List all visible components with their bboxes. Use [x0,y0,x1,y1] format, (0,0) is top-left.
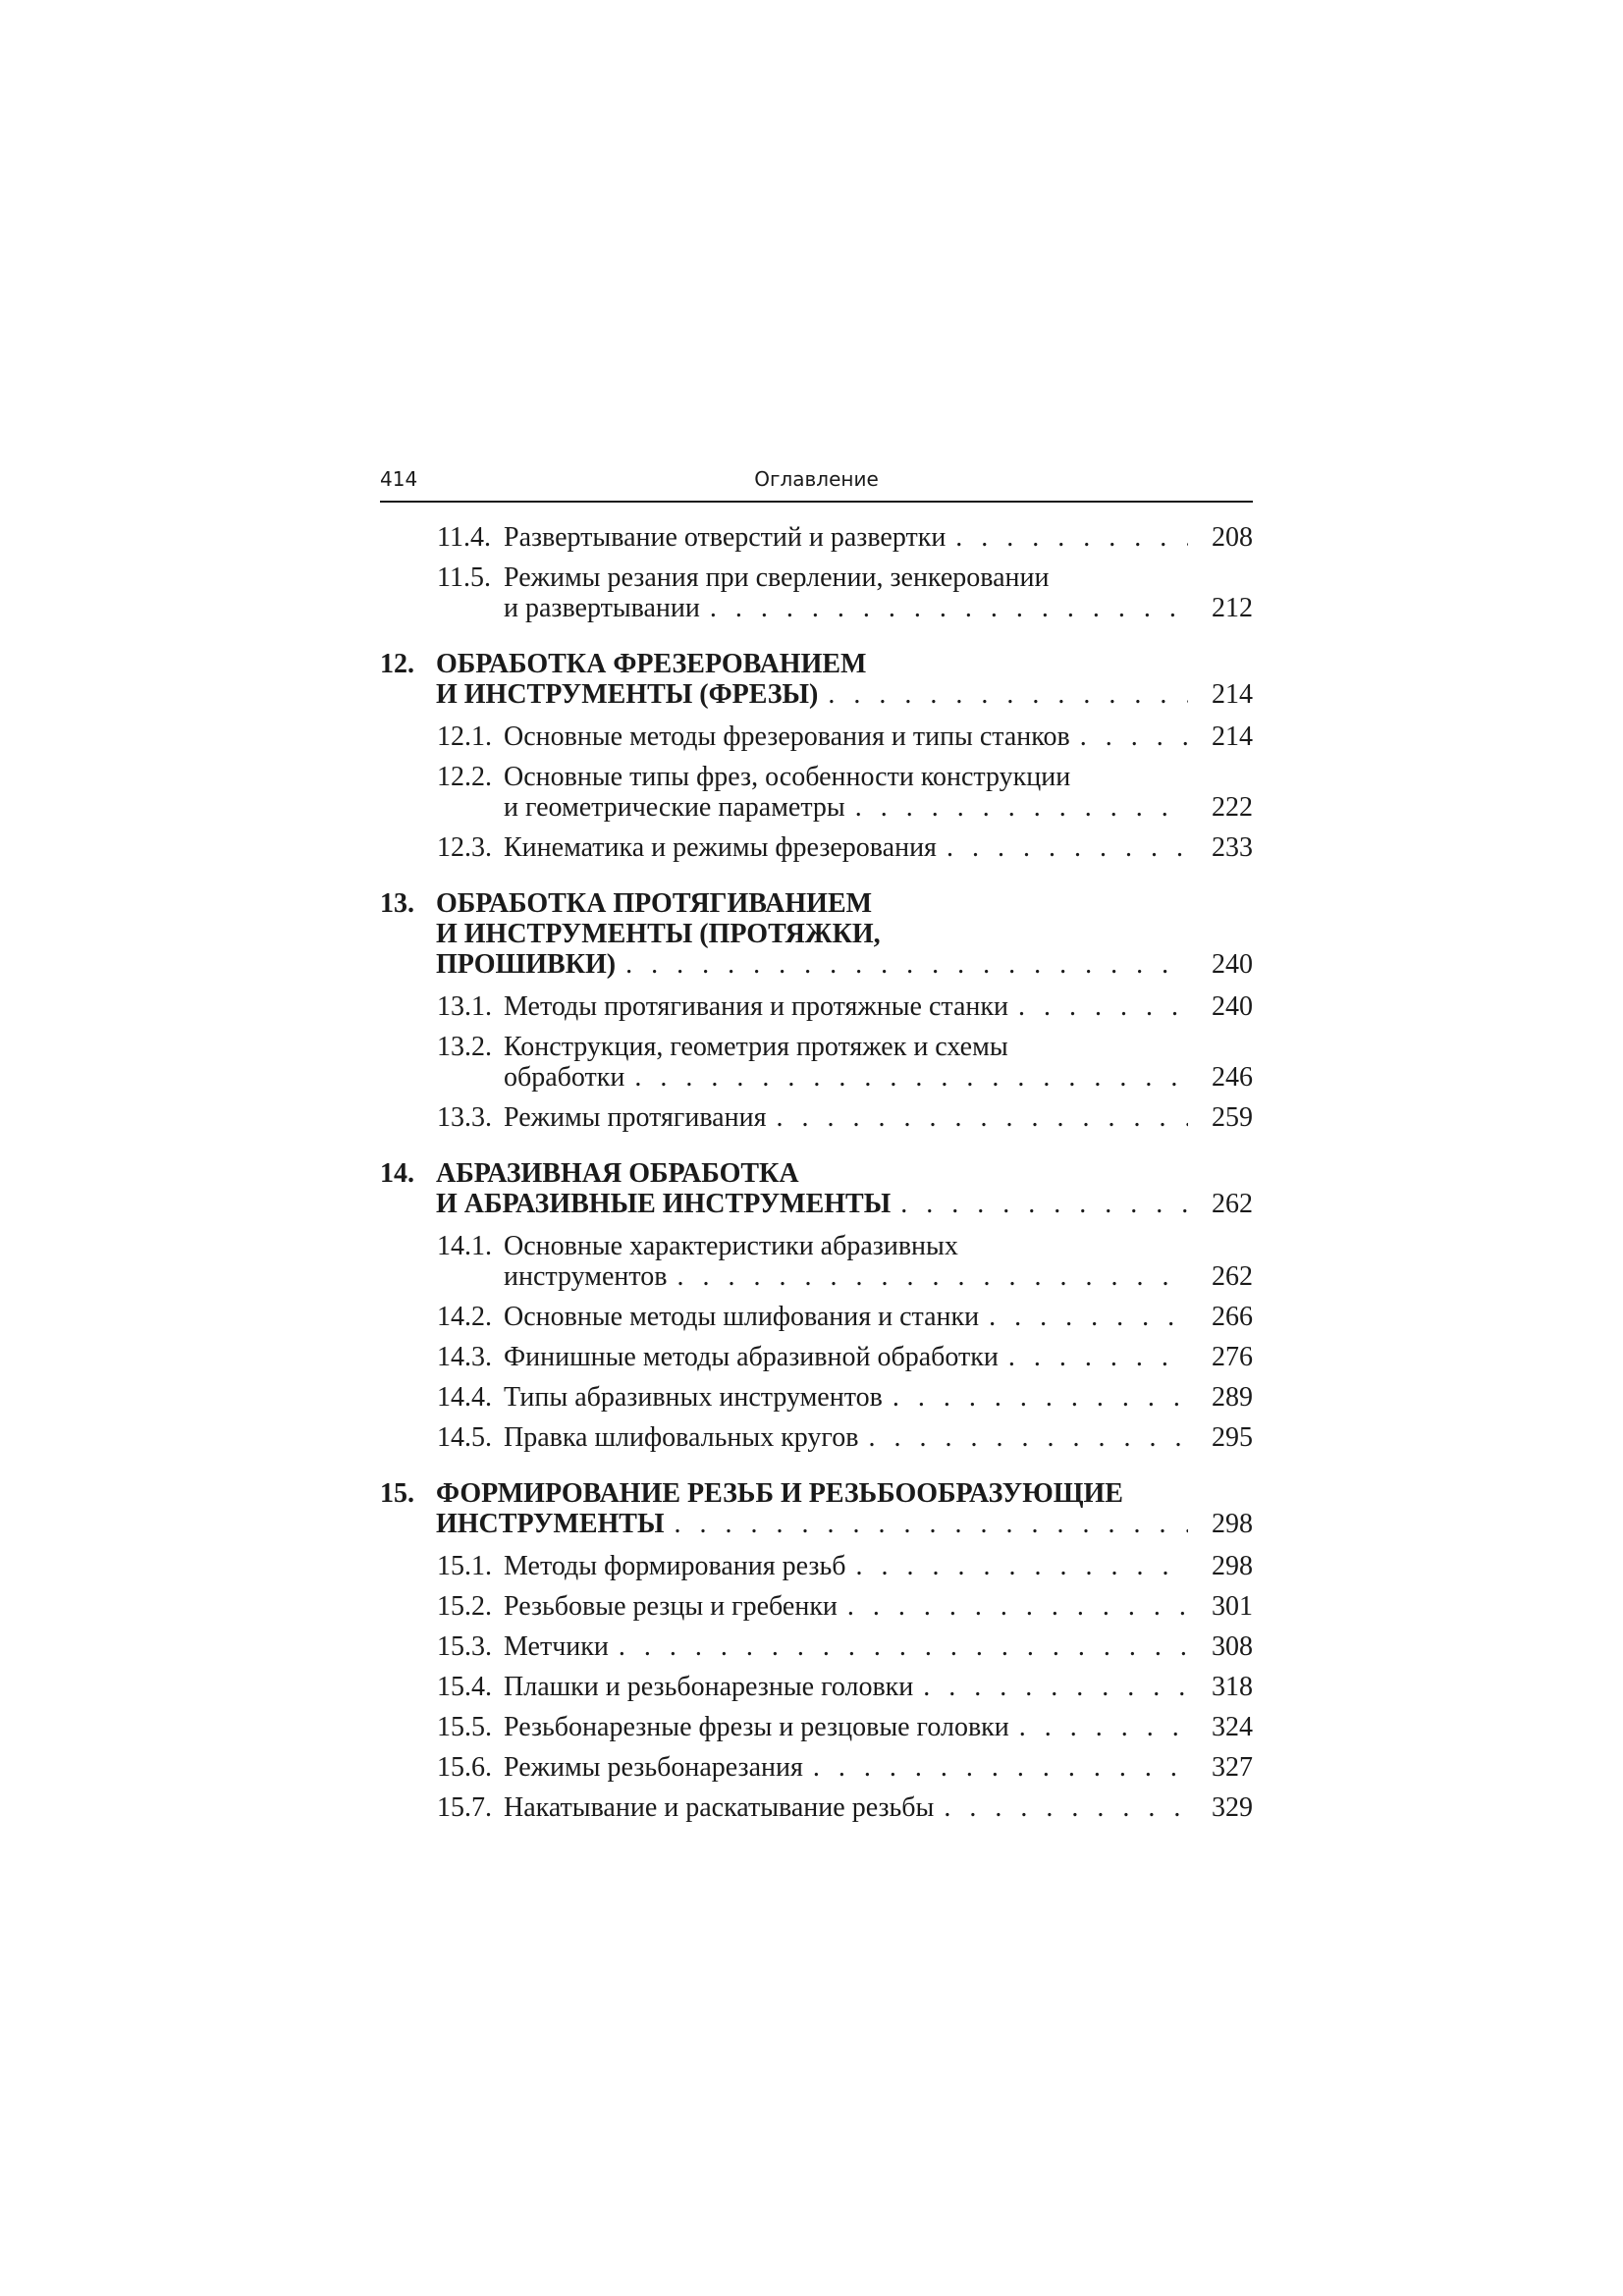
section-number: 14.2. [437,1302,492,1332]
page-ref: 324 [1212,1712,1253,1742]
toc-entry-13-3[interactable] [380,1102,1253,1133]
leader-dots [624,1062,1188,1093]
section-title: Резьбонарезные фрезы и резцовые головки [504,1712,1009,1742]
section-title: Плашки и резьбонарезные головки [504,1672,914,1702]
chapter-title-line: ОБРАБОТКА ПРОТЯГИВАНИЕМ [436,888,873,919]
section-title-line: и развертывании [504,593,700,623]
section-title: Резьбовые резцы и гребенки [504,1591,838,1622]
leader-dots [934,1792,1188,1823]
leader-dots [845,1551,1188,1581]
leader-dots [979,1302,1188,1332]
section-title: Кинематика и режимы фрезерования [504,832,937,863]
leader-dots [858,1422,1188,1453]
section-number: 11.5. [437,562,491,593]
leader-dots [609,1631,1188,1662]
page-number: 414 [380,467,418,491]
section-title: Методы протягивания и протяжные станки [504,991,1008,1022]
chapter-number: 15. [380,1478,414,1509]
toc-entry-15-5[interactable] [380,1712,1253,1742]
leader-dots [1009,1712,1188,1742]
section-title-line: Основные характеристики абразивных [504,1231,958,1261]
section-number: 15.3. [437,1631,492,1662]
page-ref: 212 [1212,593,1253,623]
leader-dots [913,1672,1188,1702]
page-ref: 298 [1212,1509,1253,1539]
running-title: Оглавление [754,467,879,491]
toc-chapter-12[interactable] [380,649,1253,710]
toc-entry-12-1[interactable] [380,721,1253,752]
leader-dots [766,1102,1188,1133]
leader-dots [803,1752,1188,1783]
section-title-line: и геометрические параметры [504,792,845,823]
chapter-title-line: ФОРМИРОВАНИЕ РЕЗЬБ И РЕЗЬБООБРАЗУЮЩИЕ [436,1478,1123,1509]
section-title: Методы формирования резьб [504,1551,846,1581]
page-ref: 240 [1212,991,1253,1022]
section-title-line: Основные типы фрез, особенности конструкции [504,762,1071,792]
leader-dots [664,1509,1188,1539]
section-title-line: Конструкция, геометрия протяжек и схемы [504,1032,1008,1062]
page-ref: 214 [1212,679,1253,710]
page-ref: 214 [1212,721,1253,752]
running-header [380,463,1253,503]
leader-dots [946,522,1188,553]
chapter-title-line: ОБРАБОТКА ФРЕЗЕРОВАНИЕМ [436,649,867,679]
toc-entry-12-3[interactable] [380,832,1253,863]
section-number: 15.1. [437,1551,492,1581]
section-title-line: обработки [504,1062,625,1093]
page-ref: 276 [1212,1342,1253,1372]
toc-entry-15-4[interactable] [380,1672,1253,1702]
section-title: Основные методы фрезерования и типы станков [504,721,1070,752]
toc-entry-11-5[interactable] [380,562,1253,623]
section-number: 13.1. [437,991,492,1022]
toc-entry-15-6[interactable] [380,1752,1253,1783]
section-number: 15.6. [437,1752,492,1783]
section-number: 13.2. [437,1032,492,1062]
leader-dots [667,1261,1188,1292]
chapter-number: 14. [380,1158,414,1189]
section-title-line: Режимы резания при сверлении, зенкеровании [504,562,1050,593]
page-ref: 298 [1212,1551,1253,1581]
page-ref: 289 [1212,1382,1253,1413]
toc-entry-13-2[interactable] [380,1032,1253,1093]
section-title: Правка шлифовальных кругов [504,1422,859,1453]
chapter-title-line: И ИНСТРУМЕНТЫ (ФРЕЗЫ) [436,679,819,710]
section-number: 14.4. [437,1382,492,1413]
toc-entry-13-1[interactable] [380,991,1253,1022]
page-ref: 262 [1212,1189,1253,1219]
toc-entry-14-3[interactable] [380,1342,1253,1372]
toc-entry-12-2[interactable] [380,762,1253,823]
leader-dots [818,679,1188,710]
leader-dots [845,792,1188,823]
section-title: Режимы резьбонарезания [504,1752,803,1783]
chapter-title-line: ИНСТРУМЕНТЫ [436,1509,665,1539]
section-number: 14.3. [437,1342,492,1372]
page-ref: 233 [1212,832,1253,863]
section-title: Основные методы шлифования и станки [504,1302,980,1332]
section-number: 14.1. [437,1231,492,1261]
toc-entry-15-7[interactable] [380,1792,1253,1823]
toc-entry-15-3[interactable] [380,1631,1253,1662]
leader-dots [999,1342,1188,1372]
page-ref: 329 [1212,1792,1253,1823]
page-ref: 246 [1212,1062,1253,1093]
toc-entry-11-4[interactable] [380,522,1253,553]
toc-entry-15-1[interactable] [380,1551,1253,1581]
page-ref: 222 [1212,792,1253,823]
chapter-title-line: И ИНСТРУМЕНТЫ (ПРОТЯЖКИ, [436,919,881,949]
page-ref: 301 [1212,1591,1253,1622]
leader-dots [883,1382,1188,1413]
leader-dots [1008,991,1188,1022]
toc-entry-14-4[interactable] [380,1382,1253,1413]
section-number: 13.3. [437,1102,492,1133]
page-ref: 266 [1212,1302,1253,1332]
section-number: 12.1. [437,721,492,752]
section-number: 15.4. [437,1672,492,1702]
section-number: 15.7. [437,1792,492,1823]
section-title: Типы абразивных инструментов [504,1382,883,1413]
toc-chapter-13[interactable] [380,888,1253,980]
page-ref: 262 [1212,1261,1253,1292]
section-number: 12.2. [437,762,492,792]
page-ref: 259 [1212,1102,1253,1133]
toc-chapter-14[interactable] [380,1158,1253,1219]
section-title: Накатывание и раскатывание резьбы [504,1792,935,1823]
page-ref: 208 [1212,522,1253,553]
chapter-number: 12. [380,649,414,679]
toc-entry-14-1[interactable] [380,1231,1253,1292]
chapter-title-line: АБРАЗИВНАЯ ОБРАБОТКА [436,1158,799,1189]
section-title: Режимы протягивания [504,1102,767,1133]
section-number: 14.5. [437,1422,492,1453]
page-ref: 240 [1212,949,1253,980]
section-number: 11.4. [437,522,491,553]
chapter-number: 13. [380,888,414,919]
chapter-title-line: ПРОШИВКИ) [436,949,617,980]
leader-dots [1070,721,1188,752]
section-title-line: инструментов [504,1261,668,1292]
leader-dots [700,593,1188,623]
page-ref: 308 [1212,1631,1253,1662]
leader-dots [838,1591,1188,1622]
page-ref: 318 [1212,1672,1253,1702]
section-number: 15.2. [437,1591,492,1622]
page-ref: 295 [1212,1422,1253,1453]
toc-chapter-15[interactable] [380,1478,1253,1539]
leader-dots [616,949,1188,980]
toc-entry-14-5[interactable] [380,1422,1253,1453]
page-ref: 327 [1212,1752,1253,1783]
section-number: 12.3. [437,832,492,863]
section-title: Финишные методы абразивной обработки [504,1342,999,1372]
section-title: Развертывание отверстий и развертки [504,522,947,553]
chapter-title-line: И АБРАЗИВНЫЕ ИНСТРУМЕНТЫ [436,1189,892,1219]
leader-dots [937,832,1188,863]
toc-entry-14-2[interactable] [380,1302,1253,1332]
toc-entry-15-2[interactable] [380,1591,1253,1622]
leader-dots [891,1189,1188,1219]
table-of-contents [380,522,1253,1833]
section-number: 15.5. [437,1712,492,1742]
section-title: Метчики [504,1631,609,1662]
